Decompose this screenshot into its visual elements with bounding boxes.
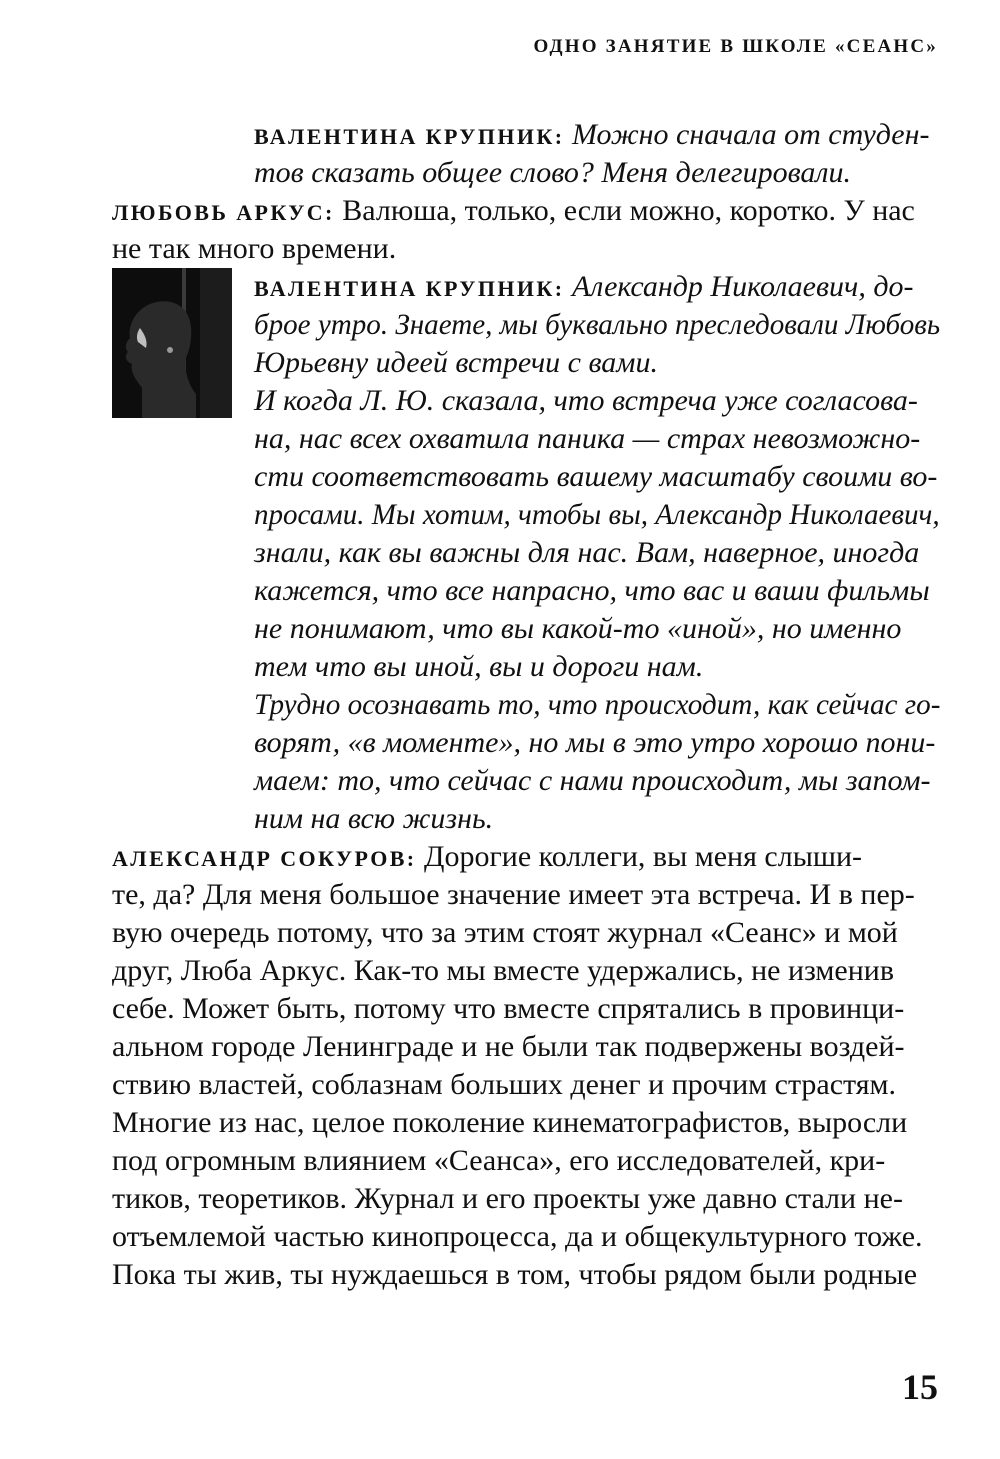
text-line: тем что вы иной, вы и дороги нам. — [254, 650, 704, 683]
speech: Дорогие коллеги, вы меня слыши- — [424, 840, 862, 873]
text-line: ворят, «в моменте», но мы в это утро хорошо пони- — [254, 726, 936, 759]
text-line: Трудно осознавать то, что происходит, как сейчас го- — [254, 688, 941, 721]
text-line: Юрьевну идеей встречи с вами. — [254, 346, 658, 379]
text-line: альном городе Ленинграде и не были так подвержены воздей- — [112, 1030, 905, 1063]
woman-profile-photo — [112, 268, 232, 418]
text-line: просами. Мы хотим, чтобы вы, Александр Николаевич, — [254, 498, 940, 531]
speaker-name: ЛЮБОВЬ АРКУС: — [112, 200, 335, 225]
speaker-name: ВАЛЕНТИНА КРУПНИК: — [254, 276, 565, 301]
page-number: 15 — [902, 1367, 938, 1407]
text-line: друг, Люба Аркус. Как-то мы вместе удержались, не изменив — [112, 954, 894, 987]
speech: Александр Николаевич, до- — [571, 270, 914, 303]
text-line: себе. Может быть, потому что вместе спрятались в провинци- — [112, 992, 905, 1025]
text-line: на, нас всех охватила паника — страх невозможно- — [254, 422, 921, 455]
speech: Можно сначала от студен- — [571, 118, 930, 151]
text-line: Многие из нас, целое поколение кинематографистов, выросли — [112, 1106, 908, 1139]
speaker-name: АЛЕКСАНДР СОКУРОВ: — [112, 846, 417, 871]
text-line: кажется, что все напрасно, что вас и ваши фильмы — [254, 574, 930, 607]
text-line: знали, как вы важны для нас. Вам, наверное, иногда — [254, 536, 920, 569]
text-line — [112, 838, 862, 878]
text-line — [254, 268, 913, 308]
woman-profile-photo-svg — [112, 268, 232, 418]
text-line: не понимают, что вы какой-то «иной», но именно — [254, 612, 902, 645]
text-line: И когда Л. Ю. сказала, что встреча уже согласова- — [254, 384, 918, 417]
text-line: те, да? Для меня большое значение имеет эта встреча. И в пер- — [112, 878, 915, 911]
speech: Валюша, только, если можно, коротко. У нас — [342, 194, 915, 227]
text-line: отъемлемой частью кинопроцесса, да и общекультурного тоже. — [112, 1220, 923, 1253]
text-line — [112, 192, 915, 232]
text-line: тиков, теоретиков. Журнал и его проекты уже давно стали не- — [112, 1182, 903, 1215]
speaker-name: ВАЛЕНТИНА КРУПНИК: — [254, 124, 565, 149]
running-head: ОДНО ЗАНЯТИЕ В ШКОЛЕ «СЕАНС» — [533, 36, 938, 57]
text-line: Пока ты жив, ты нуждаешься в том, чтобы рядом были родные — [112, 1258, 918, 1291]
text-line: ствию властей, соблазнам больших денег и прочим страстям. — [112, 1068, 897, 1101]
text-line: тов сказать общее слово? Меня делегировали. — [254, 156, 851, 189]
text-line: ним на всю жизнь. — [254, 802, 494, 835]
text-line — [254, 116, 929, 156]
text-line: вую очередь потому, что за этим стоят журнал «Сеанс» и мой — [112, 916, 898, 949]
text-line: не так много времени. — [112, 232, 397, 265]
text-line: маем: то, что сейчас с нами происходит, мы запом- — [254, 764, 931, 797]
text-line: сти соответствовать вашему масштабу своими во- — [254, 460, 938, 493]
text-line: брое утро. Знаете, мы буквально преследовали Любовь — [254, 308, 941, 341]
text-line: под огромным влиянием «Сеанса», его исследователей, кри- — [112, 1144, 886, 1177]
